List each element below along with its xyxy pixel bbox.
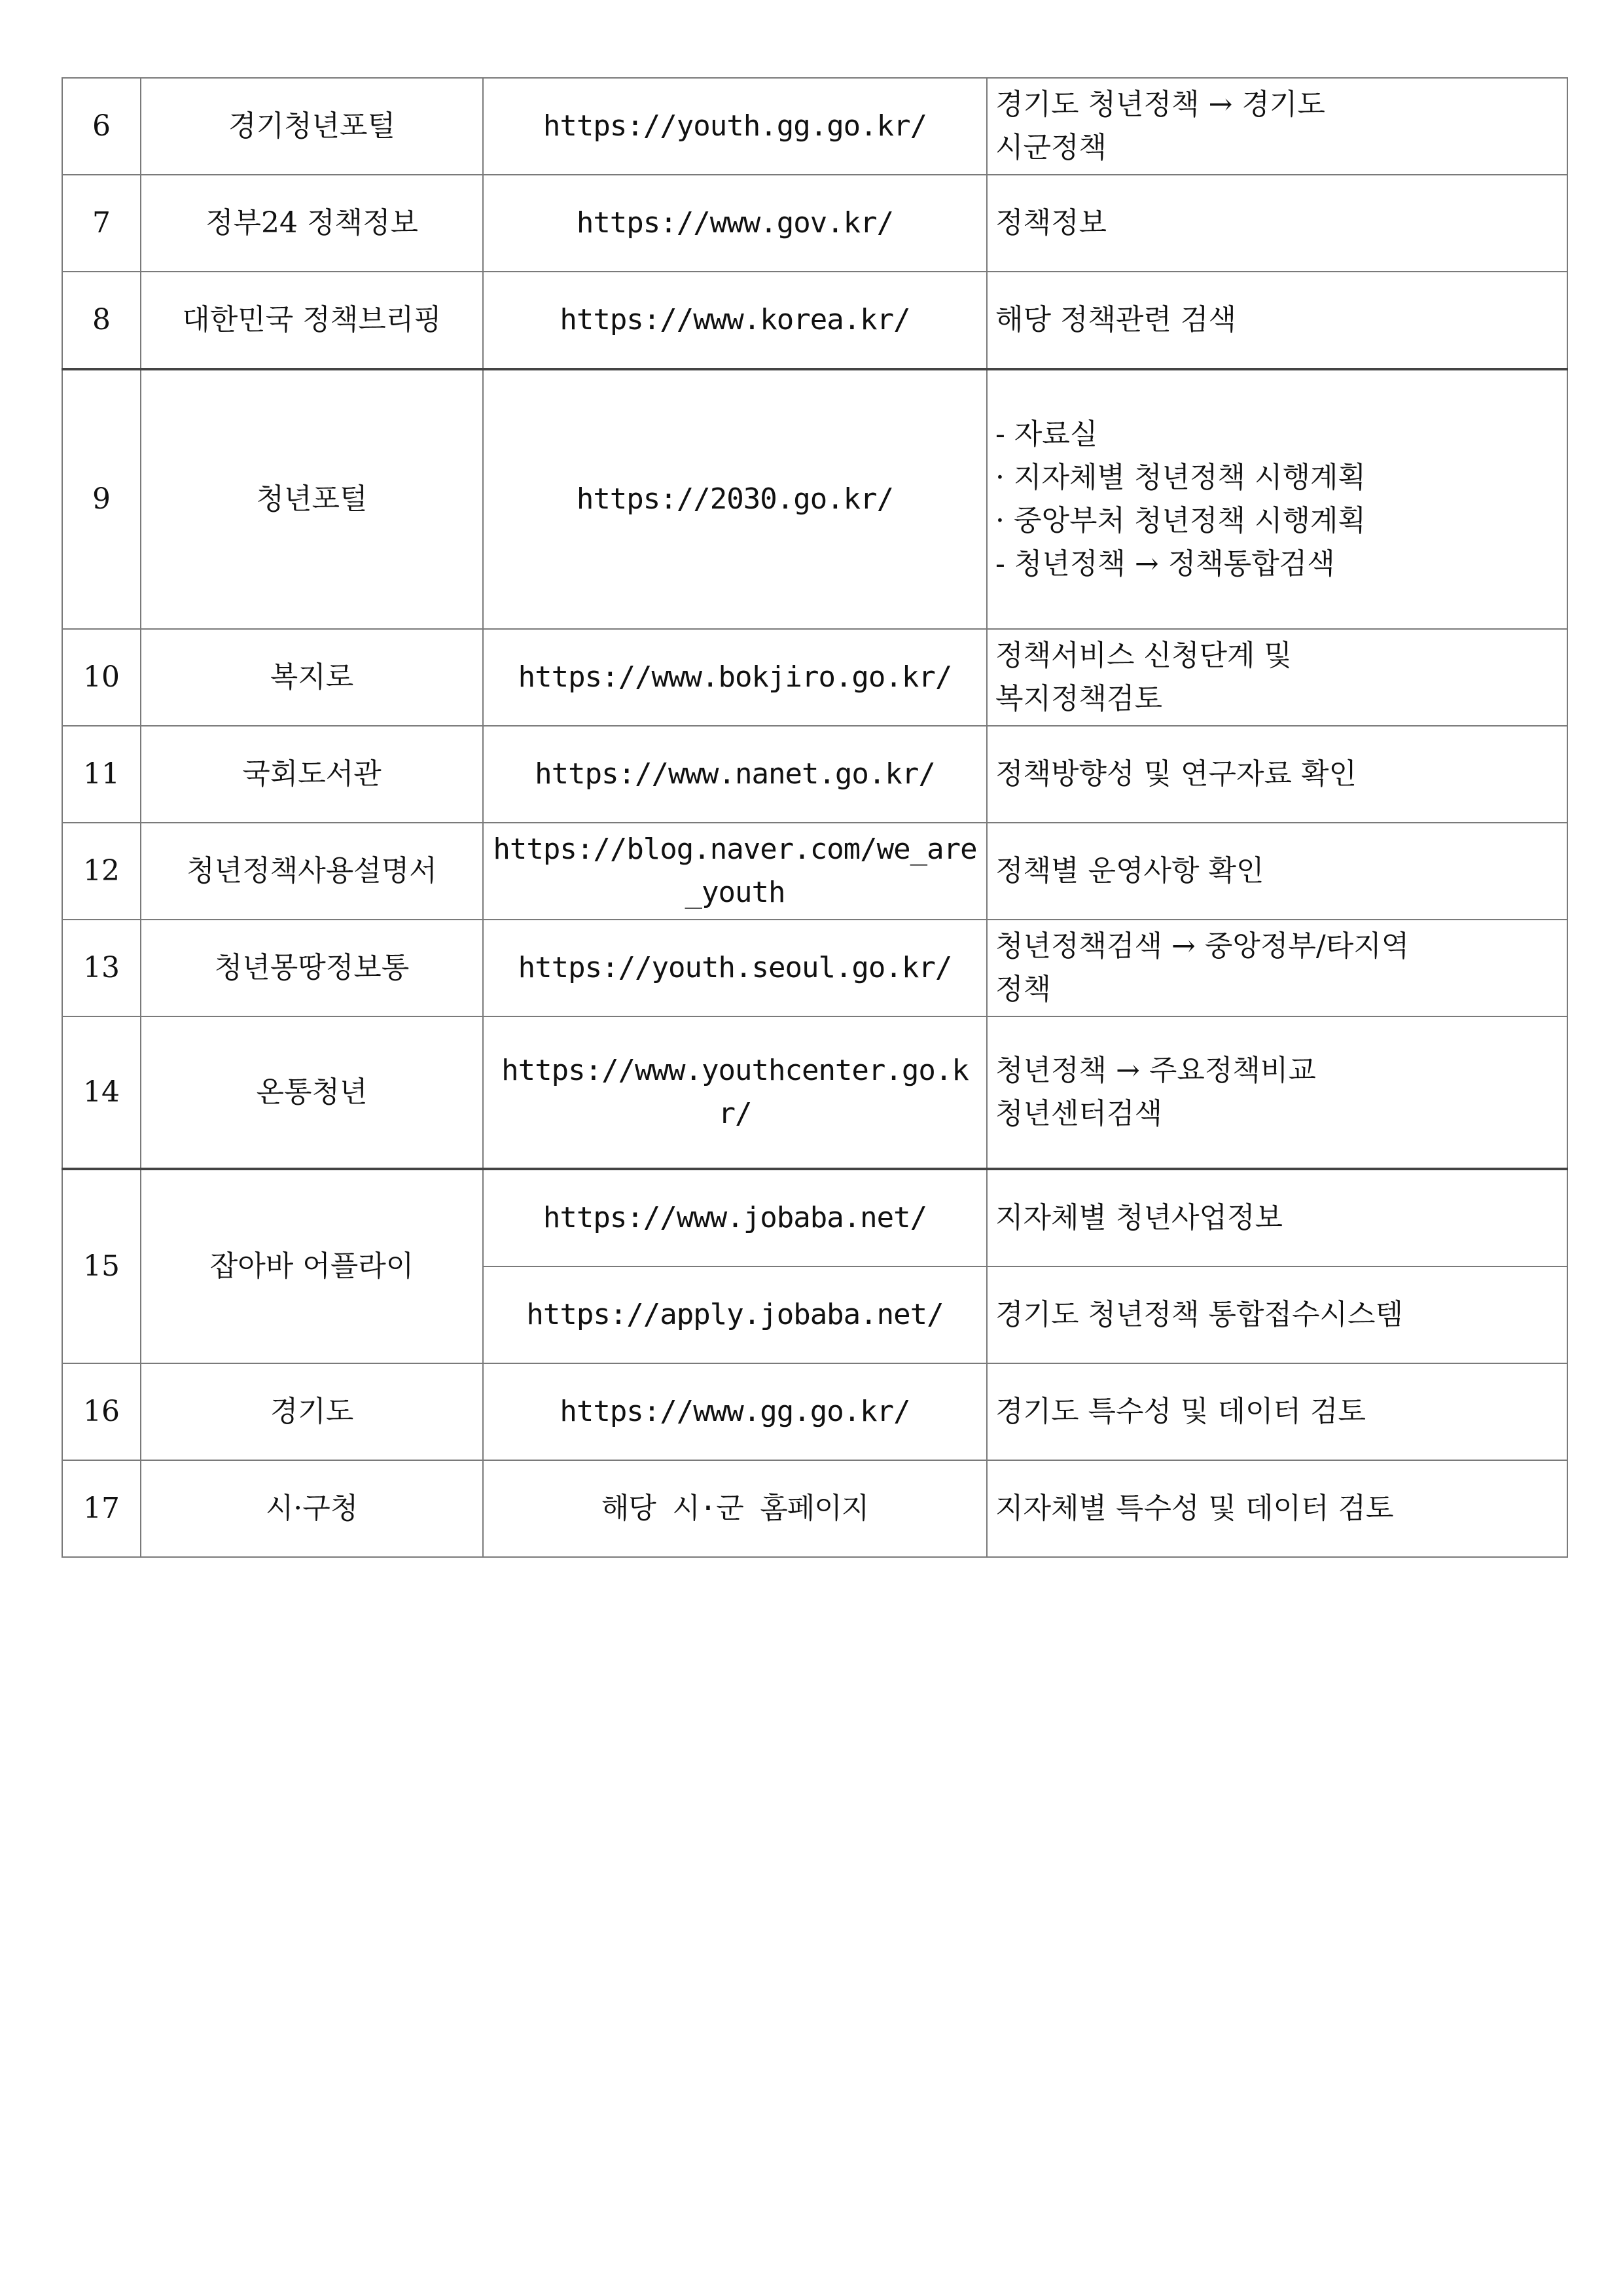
site-name: 온통청년 (141, 1016, 483, 1169)
site-name: 복지로 (141, 629, 483, 726)
row-number: 10 (62, 629, 141, 726)
table-row (62, 369, 1567, 629)
site-url: https://youth.seoul.go.kr/ (483, 920, 987, 1016)
usage-description: 지자체별 청년사업정보 (987, 1169, 1567, 1266)
site-name: 청년정책사용설명서 (141, 823, 483, 920)
row-number: 6 (62, 78, 141, 175)
site-url: https://www.nanet.go.kr/ (483, 726, 987, 823)
site-name: 경기도 (141, 1363, 483, 1460)
row-number: 14 (62, 1016, 141, 1169)
row-number: 16 (62, 1363, 141, 1460)
usage-description: 지자체별 특수성 및 데이터 검토 (987, 1460, 1567, 1557)
usage-description: 정책별 운영사항 확인 (987, 823, 1567, 920)
row-number: 8 (62, 272, 141, 369)
table-row (62, 1169, 1567, 1266)
site-name: 대한민국 정책브리핑 (141, 272, 483, 369)
table-row (62, 726, 1567, 823)
site-name: 청년몽땅정보통 (141, 920, 483, 1016)
usage-description: 청년정책 → 주요정책비교 청년센터검색 (987, 1016, 1567, 1169)
row-number: 11 (62, 726, 141, 823)
site-name: 국회도서관 (141, 726, 483, 823)
site-url: https://www.bokjiro.go.kr/ (483, 629, 987, 726)
site-name: 정부24 정책정보 (141, 175, 483, 272)
site-name: 경기청년포털 (141, 78, 483, 175)
row-number: 12 (62, 823, 141, 920)
table-row (62, 629, 1567, 726)
usage-description: - 자료실 · 지자체별 청년정책 시행계획 · 중앙부처 청년정책 시행계획 - 청년정책 → 정책통합검색 (987, 369, 1567, 629)
usage-description: 정책방향성 및 연구자료 확인 (987, 726, 1567, 823)
policy-site-table (62, 77, 1568, 1558)
row-number: 15 (62, 1169, 141, 1363)
table-row (62, 175, 1567, 272)
table-row (62, 78, 1567, 175)
usage-description: 청년정책검색 → 중앙정부/타지역 정책 (987, 920, 1567, 1016)
table-row (62, 1460, 1567, 1557)
table-row (62, 272, 1567, 369)
site-url: https://apply.jobaba.net/ (483, 1266, 987, 1363)
table-row (62, 823, 1567, 920)
table-row (62, 920, 1567, 1016)
row-number: 17 (62, 1460, 141, 1557)
site-url: https://www.gg.go.kr/ (483, 1363, 987, 1460)
table-row (62, 1363, 1567, 1460)
site-url: https://blog.naver.com/we_are_youth (483, 823, 987, 920)
site-name: 잡아바 어플라이 (141, 1169, 483, 1363)
usage-description: 정책정보 (987, 175, 1567, 272)
usage-description: 정책서비스 신청단계 및 복지정책검토 (987, 629, 1567, 726)
row-number: 7 (62, 175, 141, 272)
site-url: https://www.gov.kr/ (483, 175, 987, 272)
site-url: https://www.korea.kr/ (483, 272, 987, 369)
site-name: 시·구청 (141, 1460, 483, 1557)
row-number: 13 (62, 920, 141, 1016)
site-name: 청년포털 (141, 369, 483, 629)
site-url: 해당 시·군 홈페이지 (483, 1460, 987, 1557)
site-url: https://www.youthcenter.go.kr/ (483, 1016, 987, 1169)
usage-description: 경기도 청년정책 통합접수시스템 (987, 1266, 1567, 1363)
row-number: 9 (62, 369, 141, 629)
site-url: https://youth.gg.go.kr/ (483, 78, 987, 175)
site-url: https://2030.go.kr/ (483, 369, 987, 629)
table-row (62, 1016, 1567, 1169)
usage-description: 경기도 청년정책 → 경기도 시군정책 (987, 78, 1567, 175)
usage-description: 해당 정책관련 검색 (987, 272, 1567, 369)
usage-description: 경기도 특수성 및 데이터 검토 (987, 1363, 1567, 1460)
site-url: https://www.jobaba.net/ (483, 1169, 987, 1266)
